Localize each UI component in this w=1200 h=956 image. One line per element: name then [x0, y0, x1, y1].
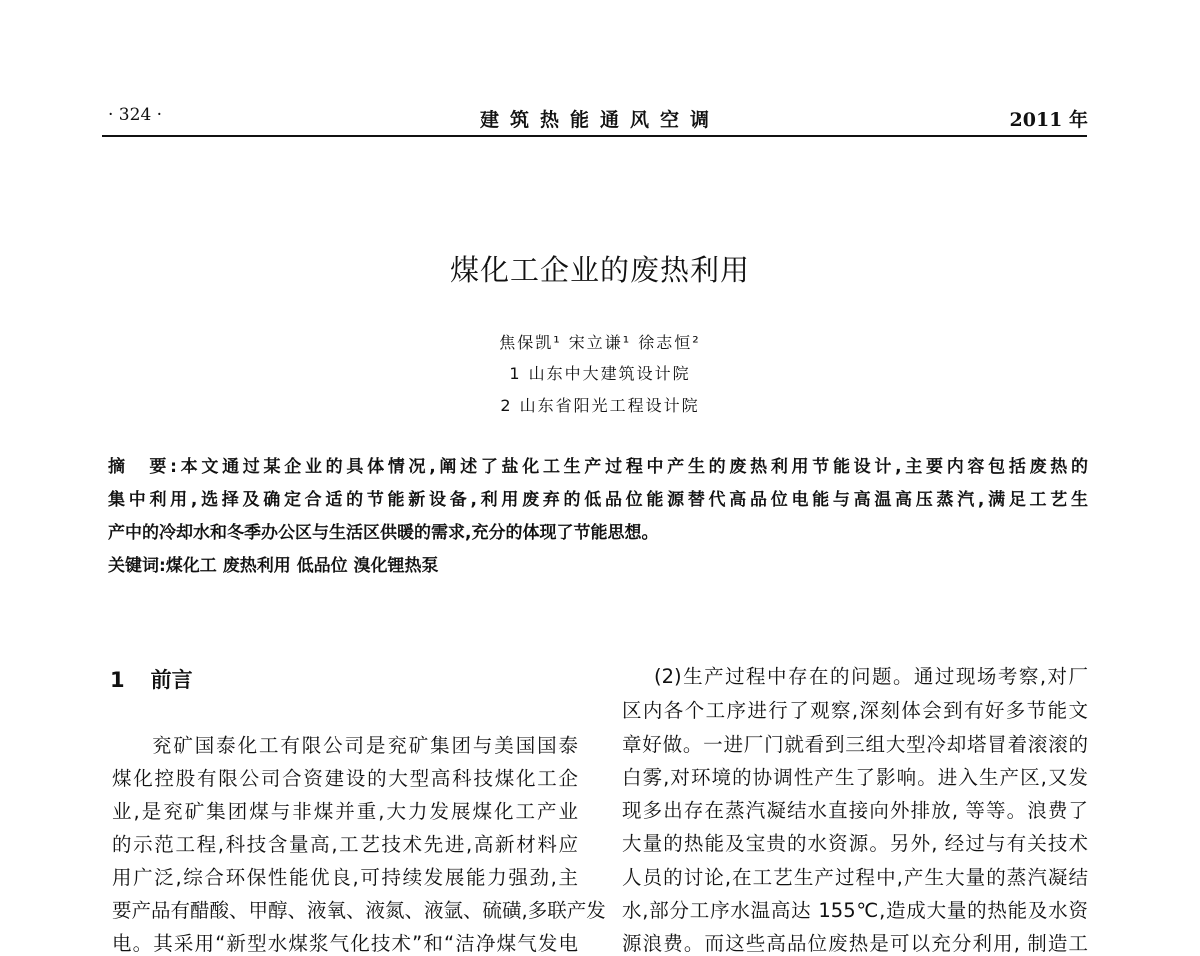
abstract-line: 集中利用,选择及确定合适的节能新设备,利用废弃的低品位能源替代高品位电能与高温高压蒸汽,满足工艺生 — [108, 490, 1088, 510]
page-number: · 324 · — [108, 105, 163, 125]
header-rule — [102, 135, 1087, 137]
right-column-line: 人员的讨论,在工艺生产过程中,产生大量的蒸汽凝结 — [622, 866, 1088, 889]
left-column-line: 电。其采用“新型水煤浆气化技术”和“洁净煤气发电 — [112, 932, 578, 955]
section-number: 1 — [110, 668, 125, 692]
left-column-line: 业,是兖矿集团煤与非煤并重,大力发展煤化工产业 — [112, 800, 578, 823]
section-heading — [110, 664, 193, 694]
right-column-line: 源浪费。而这些高品位废热是可以充分利用, 制造工 — [622, 932, 1088, 955]
right-column-line: 区内各个工序进行了观察,深刻体会到有好多节能文 — [622, 699, 1088, 722]
affiliation-1: 1 山东中大建筑设计院 — [509, 364, 691, 383]
affiliation-2: 2 山东省阳光工程设计院 — [500, 396, 700, 415]
journal-name: 建筑热能通风空调 — [479, 109, 720, 131]
left-column-line: 要产品有醋酸、甲醇、液氧、液氮、液氩、硫磺,多联产发 — [112, 899, 606, 922]
keywords: 关键词:煤化工 废热利用 低品位 溴化锂热泵 — [108, 556, 439, 576]
left-column-line: 用广泛,综合环保性能优良,可持续发展能力强劲,主 — [112, 866, 578, 889]
article-title: 煤化工企业的废热利用 — [449, 253, 750, 287]
authors: 焦保凯¹ 宋立谦¹ 徐志恒² — [499, 333, 701, 352]
section-title: 前言 — [150, 668, 193, 692]
right-column-line: 章好做。一进厂门就看到三组大型冷却塔冒着滚滚的 — [622, 733, 1088, 756]
right-column-line: 水,部分工序水温高达 155℃,造成大量的热能及水资 — [622, 899, 1088, 922]
abstract-line: 产中的冷却水和冬季办公区与生活区供暖的需求,充分的体现了节能思想。 — [108, 523, 659, 543]
publication-year: 2011 年 — [1009, 109, 1088, 131]
right-column-line: 大量的热能及宝贵的水资源。另外, 经过与有关技术 — [622, 832, 1088, 855]
abstract-line: 摘 要:本文通过某企业的具体情况,阐述了盐化工生产过程中产生的废热利用节能设计,主要内容包括废热的 — [108, 457, 1088, 477]
left-column-line: 兖矿国泰化工有限公司是兖矿集团与美国国泰 — [152, 734, 578, 757]
left-column-line: 的示范工程,科技含量高,工艺技术先进,高新材料应 — [112, 833, 578, 856]
right-column-line: 现多出存在蒸汽凝结水直接向外排放, 等等。浪费了 — [622, 799, 1088, 822]
right-column-line: 白雾,对环境的协调性产生了影响。进入生产区,又发 — [622, 766, 1088, 789]
right-column-line: (2)生产过程中存在的问题。通过现场考察,对厂 — [654, 665, 1088, 688]
left-column-line: 煤化控股有限公司合资建设的大型高科技煤化工企 — [112, 767, 578, 790]
